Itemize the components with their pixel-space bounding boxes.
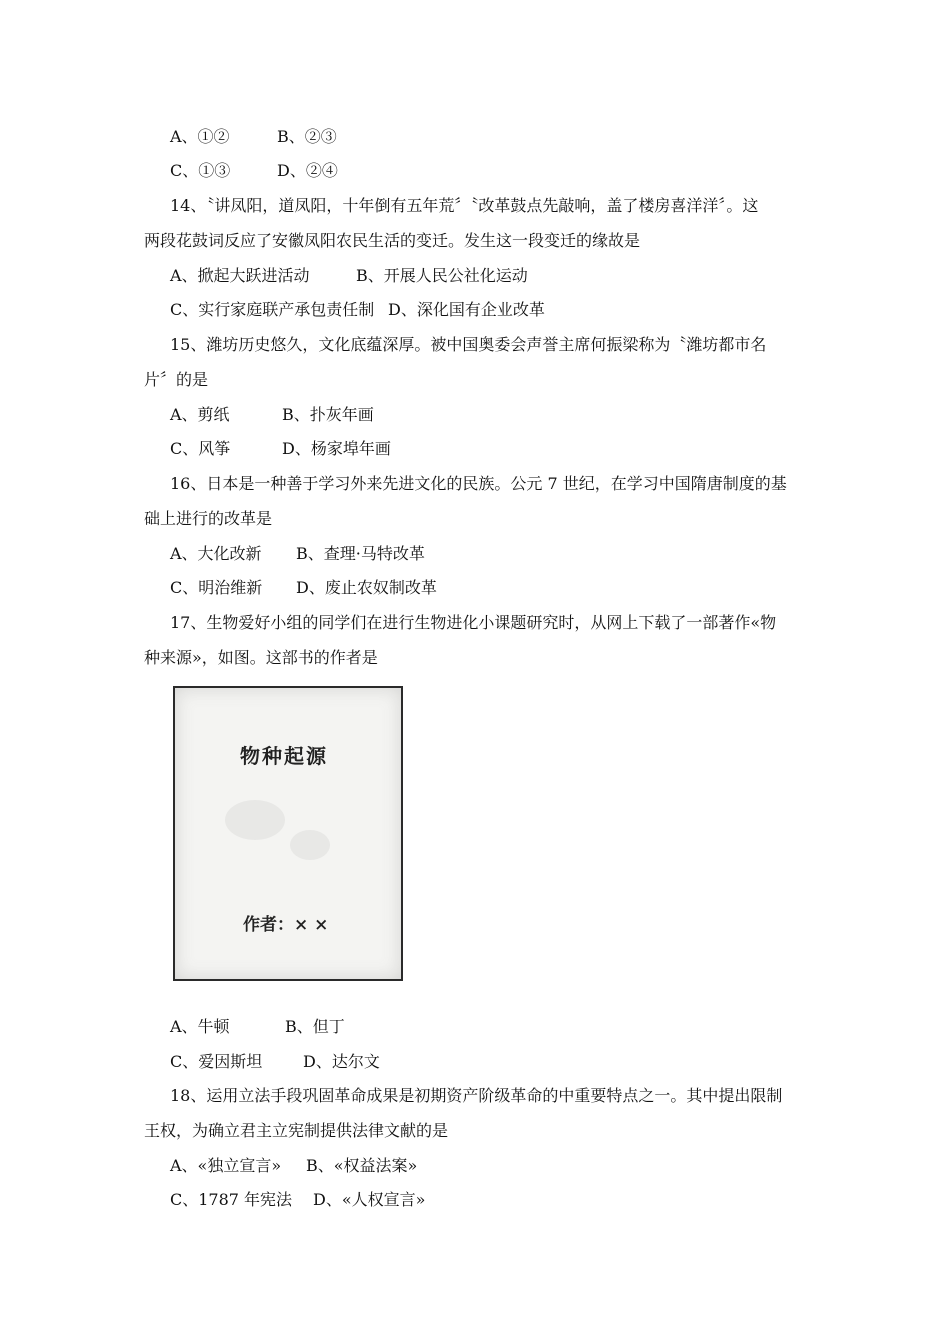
q14-option-b: B、开展人民公社化运动: [356, 266, 528, 285]
book-cover-author: 作者：× ×: [243, 915, 329, 935]
q15-stem-line-1: 15、潍坊历史悠久，文化底蕴深厚。被中国奥委会声誉主席何振梁称为〝潍坊都市名: [170, 335, 767, 354]
q13-option-b: B、②③: [277, 127, 337, 146]
q16-options-row-2: [170, 578, 437, 598]
q17-stem-line-1: 17、生物爱好小组的同学们在进行生物进化小课题研究时，从网上下载了一部著作«物: [170, 613, 777, 632]
q18-stem-line-2: 王权，为确立君主立宪制提供法律文献的是: [144, 1121, 449, 1140]
q16-stem-line-2: 础上进行的改革是: [144, 509, 273, 528]
q17-options-row-1: [170, 1017, 345, 1037]
q14-option-c: C、实行家庭联产承包责任制: [170, 300, 375, 319]
q16-stem-line-1: 16、日本是一种善于学习外来先进文化的民族。公元 7 世纪，在学习中国隋唐制度的基: [170, 474, 787, 493]
q14-option-a: A、掀起大跃进活动: [170, 266, 310, 285]
q18-option-c: C、1787 年宪法: [170, 1190, 293, 1209]
q18-options-row-2: [170, 1190, 426, 1210]
q13-option-d: D、②④: [277, 161, 338, 180]
q14-stem-line-1: 14、〝讲凤阳，道凤阳，十年倒有五年荒〞〝改革鼓点先敲响，盖了楼房喜洋洋〞。这: [170, 196, 759, 215]
q18-option-a: A、«独立宣言»: [170, 1156, 282, 1175]
q17-option-c: C、爱因斯坦: [170, 1052, 263, 1071]
q13-options-row-2: [170, 161, 338, 181]
q13-option-a: A、①②: [170, 127, 230, 146]
q13-option-c: C、①③: [170, 161, 231, 180]
q18-option-d: D、«人权宣言»: [313, 1190, 426, 1209]
q15-options-row-1: [170, 405, 374, 425]
q17-options-row-2: [170, 1052, 380, 1072]
q18-option-b: B、«权益法案»: [306, 1156, 418, 1175]
q15-option-c: C、风筝: [170, 439, 231, 458]
q15-option-a: A、剪纸: [170, 405, 230, 424]
book-cover-smudge: [290, 830, 330, 860]
q16-option-c: C、明治维新: [170, 578, 263, 597]
q14-options-row-1: [170, 266, 528, 286]
q14-options-row-2: [170, 300, 545, 320]
q15-option-b: B、扑灰年画: [282, 405, 374, 424]
q18-options-row-1: [170, 1156, 418, 1176]
q15-options-row-2: [170, 439, 391, 459]
q17-option-d: D、达尔文: [303, 1052, 380, 1071]
q15-option-d: D、杨家埠年画: [282, 439, 391, 458]
book-cover-figure: [173, 686, 403, 981]
q16-option-a: A、大化改新: [170, 544, 262, 563]
q16-options-row-1: [170, 544, 425, 564]
q15-stem-line-2: 片〞的是: [144, 370, 209, 389]
q13-options-row-1: [170, 127, 337, 147]
book-cover-smudge: [225, 800, 285, 840]
q14-stem-line-2: 两段花鼓词反应了安徽凤阳农民生活的变迁。发生这一段变迁的缘故是: [144, 231, 641, 250]
q17-option-b: B、但丁: [285, 1017, 345, 1036]
q14-option-d: D、深化国有企业改革: [388, 300, 545, 319]
q18-stem-line-1: 18、运用立法手段巩固革命成果是初期资产阶级革命的中重要特点之一。其中提出限制: [170, 1086, 783, 1105]
q17-option-a: A、牛顿: [170, 1017, 230, 1036]
q17-stem-line-2: 种来源»，如图。这部书的作者是: [144, 648, 378, 667]
q16-option-b: B、查理·马特改革: [296, 544, 425, 563]
q16-option-d: D、废止农奴制改革: [296, 578, 437, 597]
book-cover-title: 物种起源: [240, 744, 328, 768]
